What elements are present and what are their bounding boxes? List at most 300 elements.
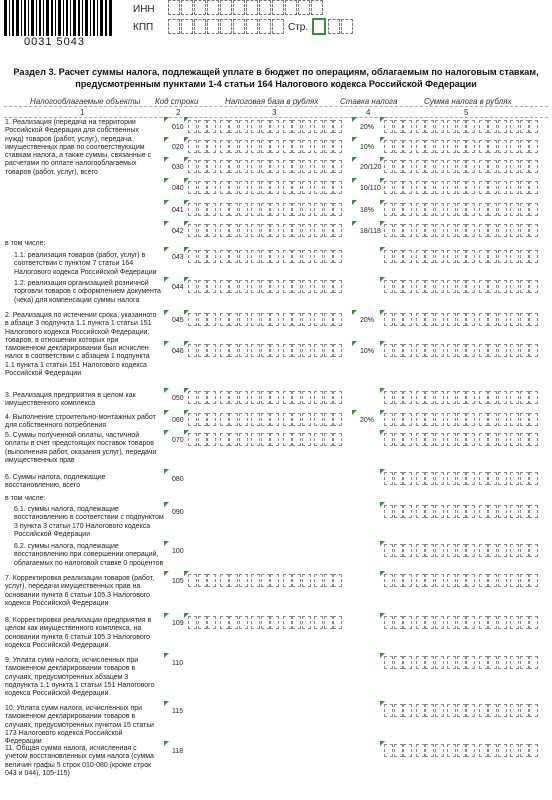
digit-cell[interactable]	[479, 313, 488, 326]
digit-cell[interactable]	[283, 433, 292, 446]
digit-cell[interactable]	[529, 472, 538, 485]
digit-cell[interactable]	[488, 704, 497, 717]
digit-cell[interactable]	[435, 616, 444, 629]
digit-cell[interactable]	[498, 120, 507, 133]
digit-cell[interactable]	[498, 472, 507, 485]
digit-cell[interactable]	[283, 344, 292, 357]
digit-cell[interactable]	[479, 616, 488, 629]
digit-cell[interactable]	[384, 413, 393, 426]
digit-cell[interactable]	[510, 203, 519, 216]
digit-cell[interactable]	[283, 224, 292, 237]
digit-cell[interactable]	[188, 120, 197, 133]
digit-cell[interactable]	[270, 140, 279, 153]
digit-cell[interactable]	[403, 250, 412, 263]
amount-input[interactable]	[188, 344, 343, 357]
digit-cell[interactable]	[447, 120, 456, 133]
digit-cell[interactable]	[283, 140, 292, 153]
digit-cell[interactable]	[302, 120, 311, 133]
digit-cell[interactable]	[283, 313, 292, 326]
digit-cell[interactable]	[261, 250, 270, 263]
kpp-field[interactable]	[168, 19, 285, 34]
digit-cell[interactable]	[457, 544, 466, 557]
digit-cell[interactable]	[384, 344, 393, 357]
digit-cell[interactable]	[394, 224, 403, 237]
digit-cell[interactable]	[188, 616, 197, 629]
digit-cell[interactable]	[188, 181, 197, 194]
digit-cell[interactable]	[416, 472, 425, 485]
digit-cell[interactable]	[384, 280, 393, 293]
digit-cell[interactable]	[324, 616, 333, 629]
amount-input[interactable]	[188, 203, 343, 216]
digit-cell[interactable]	[261, 574, 270, 587]
digit-cell[interactable]	[229, 224, 238, 237]
digit-cell[interactable]	[251, 160, 260, 173]
amount-input[interactable]	[384, 160, 539, 173]
digit-cell[interactable]	[324, 181, 333, 194]
digit-cell[interactable]	[466, 433, 475, 446]
amount-input[interactable]	[188, 313, 343, 326]
digit-cell[interactable]	[207, 280, 216, 293]
digit-cell[interactable]	[457, 203, 466, 216]
digit-cell[interactable]	[498, 224, 507, 237]
digit-cell[interactable]	[488, 413, 497, 426]
input-cell[interactable]	[181, 19, 193, 34]
digit-cell[interactable]	[394, 505, 403, 518]
digit-cell[interactable]	[324, 280, 333, 293]
digit-cell[interactable]	[416, 313, 425, 326]
digit-cell[interactable]	[302, 313, 311, 326]
input-cell[interactable]	[298, 0, 310, 15]
amount-input[interactable]	[384, 433, 539, 446]
digit-cell[interactable]	[520, 704, 529, 717]
digit-cell[interactable]	[510, 181, 519, 194]
input-cell[interactable]	[341, 19, 353, 34]
digit-cell[interactable]	[333, 344, 342, 357]
digit-cell[interactable]	[457, 574, 466, 587]
digit-cell[interactable]	[510, 433, 519, 446]
digit-cell[interactable]	[425, 160, 434, 173]
digit-cell[interactable]	[239, 574, 248, 587]
digit-cell[interactable]	[188, 413, 197, 426]
digit-cell[interactable]	[520, 544, 529, 557]
digit-cell[interactable]	[394, 616, 403, 629]
digit-cell[interactable]	[435, 344, 444, 357]
digit-cell[interactable]	[529, 120, 538, 133]
digit-cell[interactable]	[394, 391, 403, 404]
digit-cell[interactable]	[314, 120, 323, 133]
digit-cell[interactable]	[324, 120, 333, 133]
digit-cell[interactable]	[394, 704, 403, 717]
input-cell[interactable]	[233, 19, 245, 34]
digit-cell[interactable]	[488, 616, 497, 629]
digit-cell[interactable]	[425, 344, 434, 357]
digit-cell[interactable]	[270, 250, 279, 263]
input-cell[interactable]	[207, 19, 219, 34]
digit-cell[interactable]	[314, 433, 323, 446]
digit-cell[interactable]	[403, 344, 412, 357]
input-cell[interactable]	[194, 0, 206, 15]
digit-cell[interactable]	[457, 433, 466, 446]
input-cell[interactable]	[311, 0, 323, 15]
digit-cell[interactable]	[488, 181, 497, 194]
digit-cell[interactable]	[198, 250, 207, 263]
digit-cell[interactable]	[324, 140, 333, 153]
digit-cell[interactable]	[314, 181, 323, 194]
digit-cell[interactable]	[416, 413, 425, 426]
digit-cell[interactable]	[479, 574, 488, 587]
digit-cell[interactable]	[324, 160, 333, 173]
digit-cell[interactable]	[520, 505, 529, 518]
digit-cell[interactable]	[435, 656, 444, 669]
digit-cell[interactable]	[416, 433, 425, 446]
digit-cell[interactable]	[498, 656, 507, 669]
digit-cell[interactable]	[394, 120, 403, 133]
digit-cell[interactable]	[510, 120, 519, 133]
digit-cell[interactable]	[251, 140, 260, 153]
digit-cell[interactable]	[229, 250, 238, 263]
digit-cell[interactable]	[384, 704, 393, 717]
digit-cell[interactable]	[435, 250, 444, 263]
digit-cell[interactable]	[251, 344, 260, 357]
digit-cell[interactable]	[292, 280, 301, 293]
digit-cell[interactable]	[261, 224, 270, 237]
digit-cell[interactable]	[261, 140, 270, 153]
digit-cell[interactable]	[510, 160, 519, 173]
input-cell[interactable]	[246, 19, 258, 34]
digit-cell[interactable]	[466, 744, 475, 757]
digit-cell[interactable]	[220, 574, 229, 587]
digit-cell[interactable]	[447, 203, 456, 216]
digit-cell[interactable]	[188, 250, 197, 263]
digit-cell[interactable]	[416, 250, 425, 263]
input-cell[interactable]	[194, 19, 206, 34]
digit-cell[interactable]	[324, 344, 333, 357]
digit-cell[interactable]	[302, 203, 311, 216]
digit-cell[interactable]	[314, 160, 323, 173]
digit-cell[interactable]	[394, 544, 403, 557]
digit-cell[interactable]	[479, 413, 488, 426]
digit-cell[interactable]	[488, 656, 497, 669]
amount-input[interactable]	[384, 313, 539, 326]
digit-cell[interactable]	[457, 313, 466, 326]
digit-cell[interactable]	[220, 391, 229, 404]
digit-cell[interactable]	[229, 344, 238, 357]
digit-cell[interactable]	[425, 140, 434, 153]
digit-cell[interactable]	[188, 203, 197, 216]
digit-cell[interactable]	[510, 544, 519, 557]
digit-cell[interactable]	[479, 704, 488, 717]
digit-cell[interactable]	[520, 120, 529, 133]
digit-cell[interactable]	[457, 120, 466, 133]
digit-cell[interactable]	[314, 140, 323, 153]
digit-cell[interactable]	[510, 224, 519, 237]
digit-cell[interactable]	[498, 704, 507, 717]
digit-cell[interactable]	[270, 616, 279, 629]
digit-cell[interactable]	[324, 413, 333, 426]
digit-cell[interactable]	[229, 280, 238, 293]
digit-cell[interactable]	[479, 433, 488, 446]
amount-input[interactable]	[384, 472, 539, 485]
amount-input[interactable]	[188, 413, 343, 426]
digit-cell[interactable]	[457, 616, 466, 629]
digit-cell[interactable]	[479, 181, 488, 194]
digit-cell[interactable]	[529, 656, 538, 669]
inn-field[interactable]	[168, 0, 324, 15]
digit-cell[interactable]	[416, 224, 425, 237]
digit-cell[interactable]	[447, 433, 456, 446]
digit-cell[interactable]	[529, 704, 538, 717]
digit-cell[interactable]	[314, 224, 323, 237]
digit-cell[interactable]	[425, 544, 434, 557]
digit-cell[interactable]	[466, 413, 475, 426]
digit-cell[interactable]	[510, 280, 519, 293]
digit-cell[interactable]	[529, 744, 538, 757]
digit-cell[interactable]	[207, 224, 216, 237]
digit-cell[interactable]	[529, 250, 538, 263]
digit-cell[interactable]	[457, 280, 466, 293]
digit-cell[interactable]	[435, 413, 444, 426]
digit-cell[interactable]	[498, 181, 507, 194]
digit-cell[interactable]	[302, 344, 311, 357]
digit-cell[interactable]	[425, 472, 434, 485]
digit-cell[interactable]	[435, 391, 444, 404]
amount-input[interactable]	[384, 120, 539, 133]
amount-input[interactable]	[384, 224, 539, 237]
digit-cell[interactable]	[488, 433, 497, 446]
digit-cell[interactable]	[198, 181, 207, 194]
digit-cell[interactable]	[198, 391, 207, 404]
digit-cell[interactable]	[447, 140, 456, 153]
digit-cell[interactable]	[435, 574, 444, 587]
digit-cell[interactable]	[529, 616, 538, 629]
digit-cell[interactable]	[198, 413, 207, 426]
digit-cell[interactable]	[384, 744, 393, 757]
digit-cell[interactable]	[479, 120, 488, 133]
amount-input[interactable]	[188, 140, 343, 153]
digit-cell[interactable]	[435, 544, 444, 557]
digit-cell[interactable]	[498, 391, 507, 404]
digit-cell[interactable]	[251, 616, 260, 629]
digit-cell[interactable]	[529, 224, 538, 237]
digit-cell[interactable]	[447, 181, 456, 194]
digit-cell[interactable]	[302, 413, 311, 426]
digit-cell[interactable]	[229, 616, 238, 629]
digit-cell[interactable]	[324, 391, 333, 404]
digit-cell[interactable]	[324, 574, 333, 587]
digit-cell[interactable]	[239, 280, 248, 293]
digit-cell[interactable]	[207, 313, 216, 326]
digit-cell[interactable]	[416, 544, 425, 557]
digit-cell[interactable]	[292, 344, 301, 357]
digit-cell[interactable]	[333, 203, 342, 216]
digit-cell[interactable]	[403, 160, 412, 173]
digit-cell[interactable]	[457, 344, 466, 357]
digit-cell[interactable]	[447, 505, 456, 518]
digit-cell[interactable]	[425, 616, 434, 629]
digit-cell[interactable]	[283, 203, 292, 216]
digit-cell[interactable]	[520, 344, 529, 357]
digit-cell[interactable]	[520, 391, 529, 404]
digit-cell[interactable]	[261, 181, 270, 194]
digit-cell[interactable]	[466, 280, 475, 293]
digit-cell[interactable]	[498, 160, 507, 173]
digit-cell[interactable]	[239, 391, 248, 404]
digit-cell[interactable]	[207, 181, 216, 194]
amount-input[interactable]	[384, 616, 539, 629]
digit-cell[interactable]	[416, 344, 425, 357]
digit-cell[interactable]	[447, 704, 456, 717]
digit-cell[interactable]	[403, 656, 412, 669]
digit-cell[interactable]	[447, 544, 456, 557]
digit-cell[interactable]	[447, 413, 456, 426]
digit-cell[interactable]	[324, 224, 333, 237]
digit-cell[interactable]	[510, 744, 519, 757]
digit-cell[interactable]	[403, 704, 412, 717]
digit-cell[interactable]	[198, 313, 207, 326]
digit-cell[interactable]	[394, 140, 403, 153]
digit-cell[interactable]	[457, 656, 466, 669]
digit-cell[interactable]	[251, 181, 260, 194]
digit-cell[interactable]	[529, 181, 538, 194]
digit-cell[interactable]	[498, 744, 507, 757]
digit-cell[interactable]	[292, 413, 301, 426]
digit-cell[interactable]	[314, 250, 323, 263]
digit-cell[interactable]	[302, 616, 311, 629]
digit-cell[interactable]	[416, 744, 425, 757]
digit-cell[interactable]	[220, 181, 229, 194]
digit-cell[interactable]	[207, 160, 216, 173]
digit-cell[interactable]	[292, 140, 301, 153]
digit-cell[interactable]	[403, 472, 412, 485]
digit-cell[interactable]	[457, 744, 466, 757]
digit-cell[interactable]	[261, 433, 270, 446]
digit-cell[interactable]	[394, 280, 403, 293]
digit-cell[interactable]	[333, 616, 342, 629]
digit-cell[interactable]	[510, 505, 519, 518]
digit-cell[interactable]	[435, 472, 444, 485]
digit-cell[interactable]	[425, 433, 434, 446]
digit-cell[interactable]	[425, 744, 434, 757]
digit-cell[interactable]	[314, 313, 323, 326]
digit-cell[interactable]	[283, 280, 292, 293]
digit-cell[interactable]	[384, 181, 393, 194]
digit-cell[interactable]	[261, 391, 270, 404]
digit-cell[interactable]	[466, 616, 475, 629]
digit-cell[interactable]	[529, 344, 538, 357]
digit-cell[interactable]	[457, 160, 466, 173]
amount-input[interactable]	[188, 280, 343, 293]
digit-cell[interactable]	[261, 344, 270, 357]
digit-cell[interactable]	[435, 704, 444, 717]
digit-cell[interactable]	[479, 391, 488, 404]
digit-cell[interactable]	[416, 391, 425, 404]
digit-cell[interactable]	[188, 160, 197, 173]
digit-cell[interactable]	[479, 250, 488, 263]
digit-cell[interactable]	[251, 224, 260, 237]
digit-cell[interactable]	[239, 140, 248, 153]
digit-cell[interactable]	[302, 140, 311, 153]
digit-cell[interactable]	[333, 413, 342, 426]
digit-cell[interactable]	[229, 140, 238, 153]
digit-cell[interactable]	[207, 250, 216, 263]
digit-cell[interactable]	[251, 280, 260, 293]
digit-cell[interactable]	[510, 391, 519, 404]
digit-cell[interactable]	[394, 433, 403, 446]
digit-cell[interactable]	[435, 433, 444, 446]
digit-cell[interactable]	[394, 344, 403, 357]
digit-cell[interactable]	[425, 280, 434, 293]
digit-cell[interactable]	[488, 472, 497, 485]
digit-cell[interactable]	[333, 313, 342, 326]
digit-cell[interactable]	[488, 313, 497, 326]
digit-cell[interactable]	[384, 472, 393, 485]
digit-cell[interactable]	[207, 391, 216, 404]
digit-cell[interactable]	[403, 505, 412, 518]
digit-cell[interactable]	[425, 704, 434, 717]
digit-cell[interactable]	[510, 616, 519, 629]
digit-cell[interactable]	[220, 413, 229, 426]
digit-cell[interactable]	[314, 344, 323, 357]
amount-input[interactable]	[384, 544, 539, 557]
digit-cell[interactable]	[302, 181, 311, 194]
amount-input[interactable]	[384, 744, 539, 757]
digit-cell[interactable]	[403, 433, 412, 446]
digit-cell[interactable]	[261, 280, 270, 293]
digit-cell[interactable]	[488, 544, 497, 557]
digit-cell[interactable]	[457, 140, 466, 153]
digit-cell[interactable]	[520, 224, 529, 237]
digit-cell[interactable]	[435, 140, 444, 153]
digit-cell[interactable]	[479, 280, 488, 293]
digit-cell[interactable]	[529, 280, 538, 293]
digit-cell[interactable]	[416, 574, 425, 587]
digit-cell[interactable]	[292, 313, 301, 326]
digit-cell[interactable]	[457, 505, 466, 518]
digit-cell[interactable]	[292, 391, 301, 404]
digit-cell[interactable]	[488, 140, 497, 153]
digit-cell[interactable]	[270, 120, 279, 133]
digit-cell[interactable]	[457, 181, 466, 194]
digit-cell[interactable]	[261, 160, 270, 173]
digit-cell[interactable]	[498, 544, 507, 557]
input-cell[interactable]	[233, 0, 245, 15]
digit-cell[interactable]	[425, 656, 434, 669]
digit-cell[interactable]	[229, 433, 238, 446]
digit-cell[interactable]	[488, 224, 497, 237]
page-number-cells[interactable]	[328, 19, 354, 34]
digit-cell[interactable]	[283, 120, 292, 133]
digit-cell[interactable]	[384, 616, 393, 629]
digit-cell[interactable]	[403, 140, 412, 153]
digit-cell[interactable]	[466, 224, 475, 237]
digit-cell[interactable]	[314, 616, 323, 629]
digit-cell[interactable]	[283, 160, 292, 173]
input-cell[interactable]	[272, 19, 284, 34]
digit-cell[interactable]	[239, 616, 248, 629]
digit-cell[interactable]	[479, 505, 488, 518]
digit-cell[interactable]	[384, 544, 393, 557]
digit-cell[interactable]	[283, 181, 292, 194]
digit-cell[interactable]	[324, 250, 333, 263]
digit-cell[interactable]	[229, 181, 238, 194]
digit-cell[interactable]	[457, 413, 466, 426]
digit-cell[interactable]	[283, 250, 292, 263]
digit-cell[interactable]	[466, 140, 475, 153]
digit-cell[interactable]	[270, 160, 279, 173]
amount-input[interactable]	[188, 433, 343, 446]
digit-cell[interactable]	[220, 140, 229, 153]
digit-cell[interactable]	[324, 203, 333, 216]
